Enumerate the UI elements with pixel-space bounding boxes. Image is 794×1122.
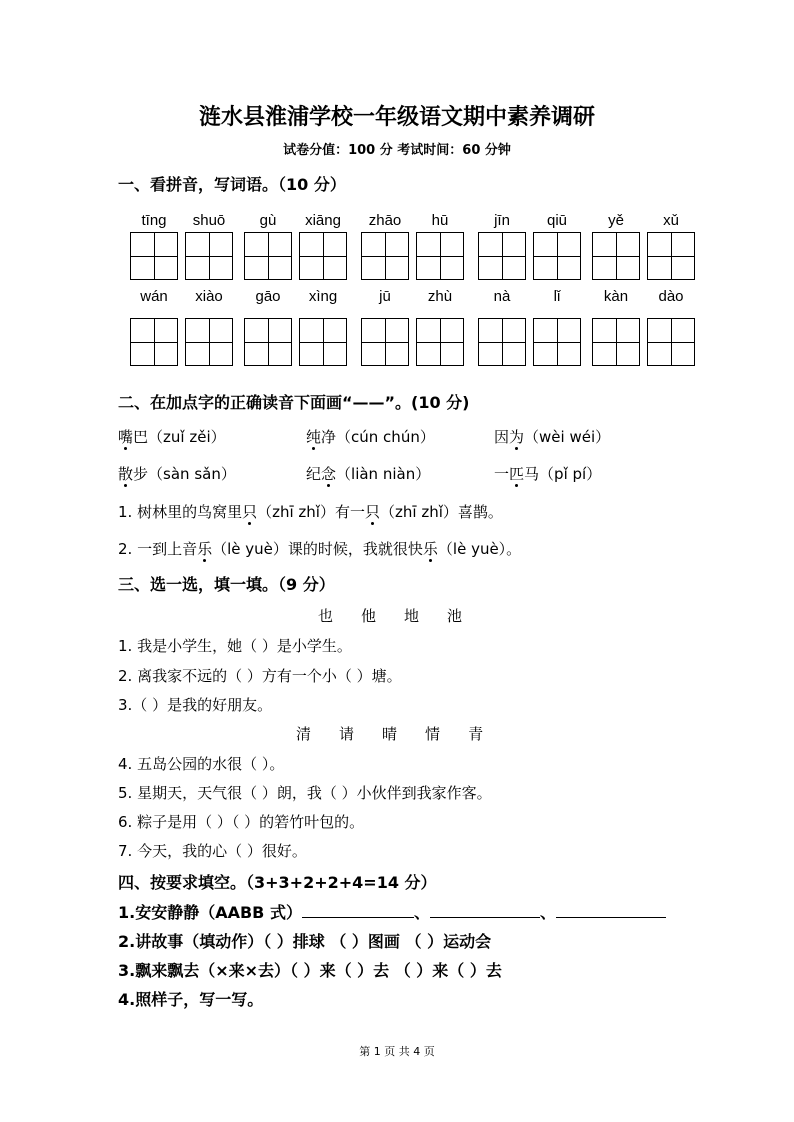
pronunciation-item: 嘴巴（zuǐ zěi）: [118, 428, 226, 446]
writing-box[interactable]: [592, 318, 640, 366]
pronunciation-item: 散步（sàn sǎn）: [118, 465, 236, 483]
pinyin-label: kàn: [603, 288, 629, 305]
pinyin-label: jū: [379, 288, 391, 305]
writing-box[interactable]: [361, 232, 409, 280]
section3-heading: 三、选一选，填一填。（9 分）: [118, 575, 335, 594]
pinyin-label: nà: [493, 288, 511, 305]
fill-question-2: 2.讲故事（填动作）（ ）排球 （ ）图画 （ ）运动会: [118, 932, 492, 951]
section4-heading: 四、按要求填空。（3+3+2+2+4=14 分）: [118, 873, 437, 892]
writing-box[interactable]: [533, 232, 581, 280]
pronunciation-item: 因为（wèi wéi）: [494, 428, 611, 446]
pinyin-label: qiū: [546, 212, 568, 229]
writing-box[interactable]: [533, 318, 581, 366]
pronunciation-item: 一匹马（pǐ pí）: [494, 465, 602, 483]
writing-box[interactable]: [361, 318, 409, 366]
writing-box[interactable]: [185, 232, 233, 280]
question-2: 2. 离我家不远的（ ）方有一个小（ ）塘。: [118, 667, 402, 685]
writing-box[interactable]: [299, 318, 347, 366]
pinyin-label: tīng: [141, 212, 167, 229]
pronunciation-line-1: [118, 426, 610, 447]
writing-box[interactable]: [244, 232, 292, 280]
question-3: 3.（ ）是我的好朋友。: [118, 696, 273, 714]
pinyin-label: xiāng: [305, 212, 341, 229]
writing-box[interactable]: [299, 232, 347, 280]
pronunciation-item: 纪念（liàn niàn）: [306, 465, 431, 483]
pinyin-label: xìng: [308, 288, 338, 305]
writing-box[interactable]: [647, 318, 695, 366]
pinyin-label: xiào: [195, 288, 223, 305]
pronunciation-line-2: [118, 463, 601, 484]
question-4: 4. 五岛公园的水很（ ）。: [118, 755, 285, 773]
writing-box[interactable]: [244, 318, 292, 366]
pinyin-label: dào: [658, 288, 684, 305]
writing-box[interactable]: [130, 232, 178, 280]
sentence-1: 1. 树林里的鸟窝里只（zhī zhǐ）有一只（zhī zhǐ）喜鹊。: [118, 503, 503, 521]
question-7: 7. 今天，我的心（ ）很好。: [118, 842, 307, 860]
pinyin-label: shuō: [192, 212, 226, 229]
pinyin-label: xǔ: [663, 212, 679, 229]
page-number: 第 1 页 共 4 页: [359, 1045, 435, 1058]
exam-info: 试卷分值：100 分 考试时间：60 分钟: [283, 143, 511, 158]
fill-question-3: 3.飘来飘去（×来×去）（ ）来（ ）去 （ ）来（ ）去: [118, 961, 502, 980]
writing-box[interactable]: [592, 232, 640, 280]
writing-box[interactable]: [130, 318, 178, 366]
section1-heading: 一、看拼音，写词语。（10 分）: [118, 175, 346, 194]
pinyin-label: gāo: [255, 288, 281, 305]
writing-box[interactable]: [478, 232, 526, 280]
word-choices-1: 也 他 地 池: [318, 607, 463, 625]
pinyin-label: wán: [140, 288, 168, 305]
fill-question-1: 1.安安静静（AABB 式） 、 、: [118, 900, 666, 923]
writing-box[interactable]: [416, 232, 464, 280]
pinyin-label: gù: [259, 212, 277, 229]
pinyin-label: hū: [431, 212, 449, 229]
writing-box[interactable]: [416, 318, 464, 366]
pinyin-label: zhù: [427, 288, 453, 305]
word-choices-2: 清 请 晴 情 青: [296, 725, 484, 743]
pinyin-label: zhāo: [368, 212, 402, 229]
pinyin-label: yě: [608, 212, 624, 229]
pinyin-label: jīn: [494, 212, 510, 229]
pinyin-label: lǐ: [553, 288, 561, 305]
question-5: 5. 星期天，天气很（ ）朗，我（ ）小伙伴到我家作客。: [118, 784, 492, 802]
writing-box[interactable]: [647, 232, 695, 280]
sentence-2: 2. 一到上音乐（lè yuè）课的时候，我就很快乐（lè yuè）。: [118, 540, 522, 558]
pronunciation-item: 纯净（cún chún）: [306, 428, 435, 446]
writing-box[interactable]: [478, 318, 526, 366]
page-title: 涟水县淮浦学校一年级语文期中素养调研: [198, 105, 595, 130]
section2-heading: 二、在加点字的正确读音下面画“——”。(10 分): [118, 393, 470, 412]
question-1: 1. 我是小学生，她（ ）是小学生。: [118, 637, 352, 655]
question-6: 6. 粽子是用（ ）（ ）的箬竹叶包的。: [118, 813, 365, 831]
writing-box[interactable]: [185, 318, 233, 366]
fill-question-4: 4.照样子，写一写。: [118, 990, 264, 1009]
